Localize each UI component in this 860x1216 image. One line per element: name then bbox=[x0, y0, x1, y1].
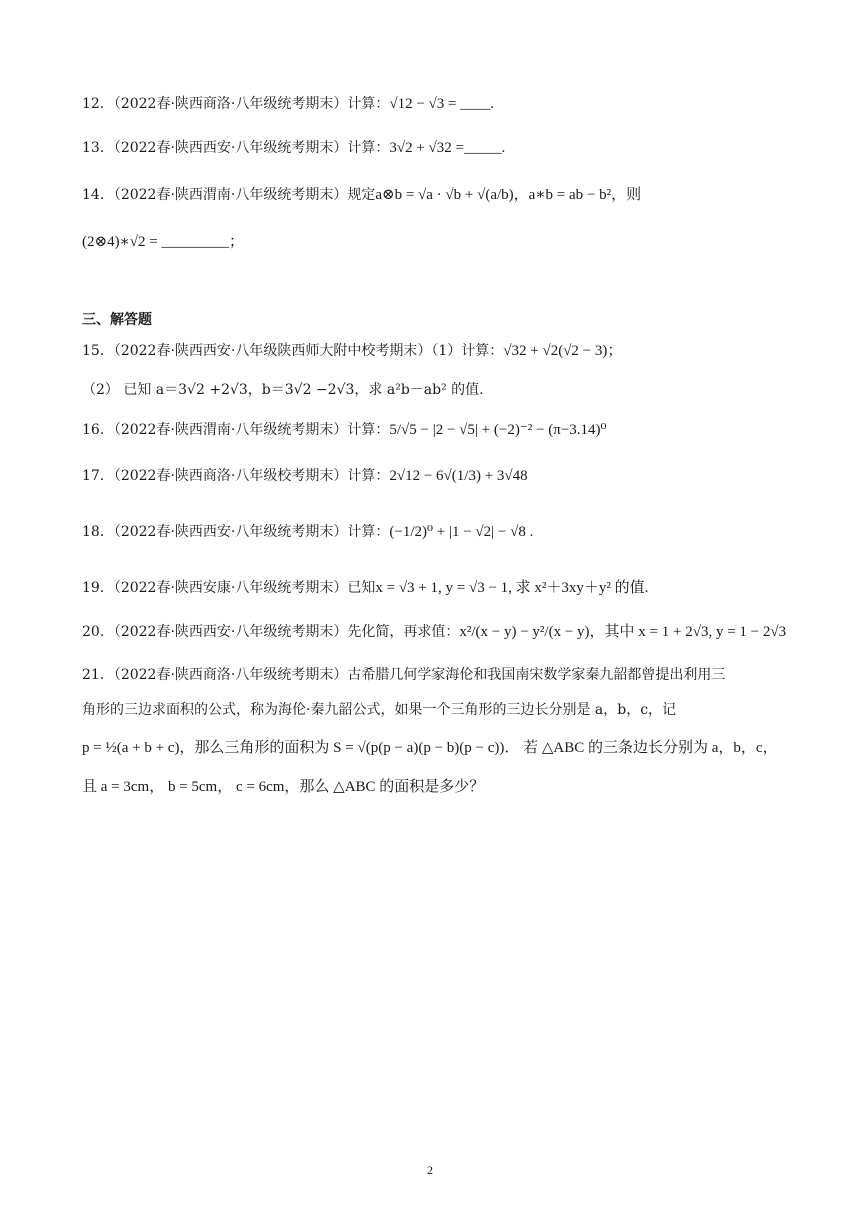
problem-text: 计算： bbox=[347, 140, 390, 156]
section-title: 三、解答题 bbox=[82, 312, 152, 328]
problem-number: 21 bbox=[82, 667, 100, 683]
problem-number: 13 bbox=[82, 140, 100, 156]
problem-20: 20．（2022春·陕西西安·八年级统考期末）先化简，再求值：x²/(x − y) − y²/(x − y)，其中 x = 1 + 2√3, y = 1 − 2√3 bbox=[82, 624, 787, 640]
problem-number: 15 bbox=[82, 343, 100, 359]
problem-math: 且 a = 3cm， b = 5cm， c = 6cm，那么 △ABC 的面积是多少？ bbox=[82, 779, 485, 795]
problem-source: （2022春·陕西西安·八年级统考期末） bbox=[113, 140, 348, 156]
problem-text: 计算： bbox=[347, 468, 390, 484]
problem-math: √32 + √2(√2 − 3)； bbox=[503, 343, 623, 359]
problem-source: （2022春·陕西渭南·八年级统考期末） bbox=[113, 422, 348, 438]
problem-text: 计算： bbox=[347, 524, 390, 540]
problem-math: x = √3 + 1, y = √3 − 1, 求 x²＋3xy＋y² 的值. bbox=[375, 580, 649, 596]
problem-21-line2 bbox=[82, 700, 676, 720]
problem-text: 已知 bbox=[347, 580, 376, 596]
problem-math: p = ½(a + b + c)，那么三角形的面积为 S = √(p(p − a)(p − b)(p − c))． 若 △ABC 的三条边长分别为 a，b，c， bbox=[82, 740, 778, 756]
problem-text: 古希腊几何学家海伦和我国南宋数学家秦九韶都曾提出利用三 bbox=[347, 667, 726, 683]
problem-number: 14 bbox=[82, 187, 100, 203]
problem-math: x²/(x − y) − y²/(x − y)，其中 x = 1 + 2√3, y = 1 − 2√3 bbox=[459, 624, 787, 640]
problem-21-line3 bbox=[82, 738, 778, 758]
problem-math: √12 − √3 = ____. bbox=[389, 96, 494, 112]
problem-source: （2022春·陕西西安·八年级统考期末） bbox=[113, 524, 348, 540]
problem-21-line4 bbox=[82, 777, 484, 797]
problem-source: （2022春·陕西西安·八年级陕西师大附中校考期末） bbox=[113, 343, 432, 359]
problem-text: 规定 bbox=[347, 187, 376, 203]
problem-21: 21．（2022春·陕西商洛·八年级统考期末）古希腊几何学家海伦和我国南宋数学家秦九韶都曾提出利用三 bbox=[82, 667, 726, 683]
problem-text: 计算： bbox=[347, 422, 390, 438]
problem-15-part2 bbox=[82, 380, 484, 400]
problem-14-line2 bbox=[82, 232, 244, 252]
problem-number: 20 bbox=[82, 624, 100, 640]
problem-source: （2022春·陕西渭南·八年级统考期末） bbox=[113, 187, 348, 203]
problem-source: （2022春·陕西安康·八年级统考期末） bbox=[113, 580, 348, 596]
page-number: 2 bbox=[427, 1163, 433, 1177]
problem-text: （2） 已知 a＝3√2 +2√3，b＝3√2 −2√3，求 a²b－ab² 的值. bbox=[82, 382, 484, 398]
problem-number: 19 bbox=[82, 580, 100, 596]
problem-math: (−1/2)⁰ + |1 − √2| − √8 . bbox=[389, 524, 534, 540]
problem-source: （2022春·陕西商洛·八年级校考期末） bbox=[113, 468, 348, 484]
problem-number: 18 bbox=[82, 524, 100, 540]
problem-number: 17 bbox=[82, 468, 100, 484]
problem-math: 2√12 − 6√(1/3) + 3√48 bbox=[389, 468, 528, 484]
problem-19: 19．（2022春·陕西安康·八年级统考期末）已知x = √3 + 1, y = √3 − 1, 求 x²＋3xy＋y² 的值. bbox=[82, 580, 649, 596]
problem-math: 5/√5 − |2 − √5| + (−2)⁻² − (π−3.14)⁰ bbox=[389, 422, 607, 438]
problem-18: 18．（2022春·陕西西安·八年级统考期末）计算：(−1/2)⁰ + |1 − √2| − √8 . bbox=[82, 524, 534, 540]
problem-number: 12 bbox=[82, 96, 100, 112]
problem-17: 17．（2022春·陕西商洛·八年级校考期末）计算：2√12 − 6√(1/3) + 3√48 bbox=[82, 468, 528, 484]
problem-15: 15．（2022春·陕西西安·八年级陕西师大附中校考期末）（1）计算：√32 + √2(√2 − 3)； bbox=[82, 343, 623, 359]
problem-13: 13．（2022春·陕西西安·八年级统考期末）计算：3√2 + √32 =_____. bbox=[82, 140, 506, 156]
problem-12: 12．（2022春·陕西商洛·八年级统考期末）计算：√12 − √3 = ____. bbox=[82, 96, 494, 112]
problem-math: (2⊗4)∗√2 = _________； bbox=[82, 234, 244, 250]
problem-text: 先化简，再求值： bbox=[347, 624, 460, 640]
problem-text: 角形的三边求面积的公式，称为海伦·秦九韶公式，如果一个三角形的三边长分别是 a，b，c，记 bbox=[82, 702, 677, 718]
problem-math: 3√2 + √32 =_____. bbox=[389, 140, 506, 156]
problem-text: 计算： bbox=[347, 96, 390, 112]
problem-number: 16 bbox=[82, 422, 100, 438]
problem-math: a⊗b = √a · √b + √(a/b)，a∗b = ab − b²，则 bbox=[375, 187, 642, 203]
problem-source: （2022春·陕西西安·八年级统考期末） bbox=[113, 624, 348, 640]
problem-14: 14．（2022春·陕西渭南·八年级统考期末）规定a⊗b = √a · √b + √(a/b)，a∗b = ab − b²，则 bbox=[82, 187, 642, 203]
problem-source: （2022春·陕西商洛·八年级统考期末） bbox=[113, 96, 348, 112]
problem-text: （1）计算： bbox=[431, 343, 504, 359]
problem-source: （2022春·陕西商洛·八年级统考期末） bbox=[113, 667, 348, 683]
problem-16: 16．（2022春·陕西渭南·八年级统考期末）计算：5/√5 − |2 − √5| + (−2)⁻² − (π−3.14)⁰ bbox=[82, 422, 607, 438]
